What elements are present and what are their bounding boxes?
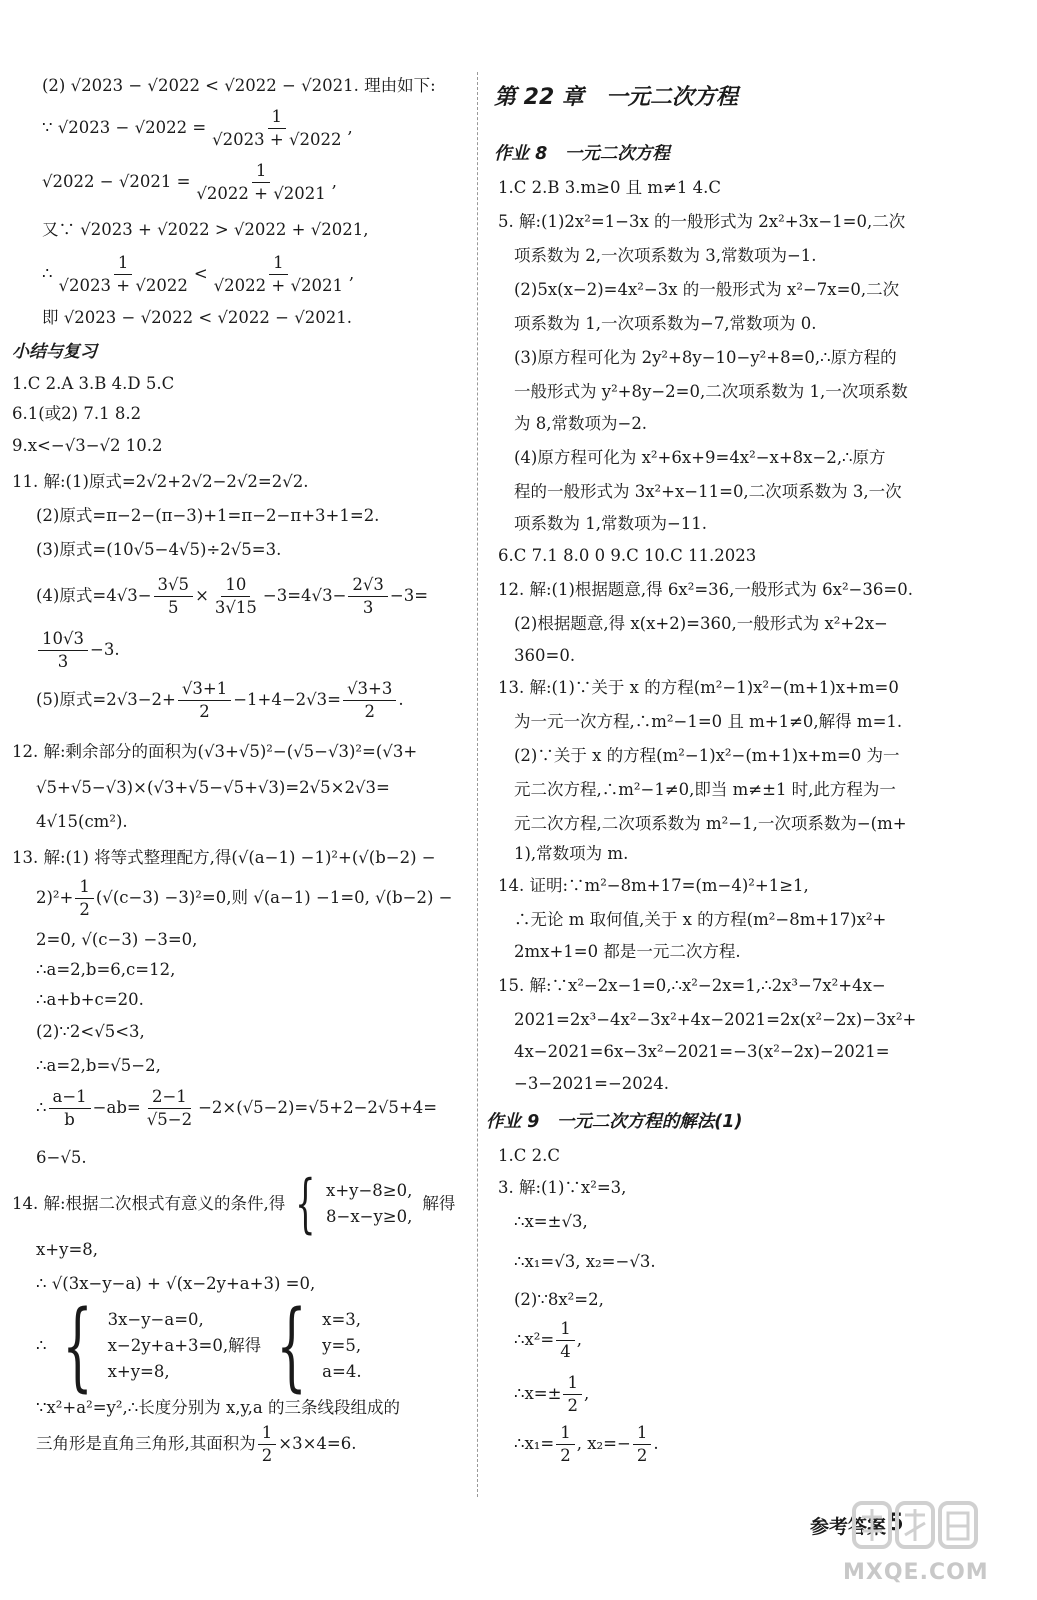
- answer-line: 360=0.: [514, 646, 576, 665]
- answer-line: 项系数为 1,一次项系数为−7,常数项为 0.: [514, 314, 817, 333]
- answer-line: 13. 解:(1)∵关于 x 的方程(m²−1)x²−(m+1)x+m=0: [498, 678, 899, 697]
- denominator: 3: [362, 597, 374, 617]
- watermark-text: MXQE.COM: [843, 1560, 989, 1585]
- page-number: 5: [887, 1508, 904, 1536]
- text-segment: −ab=: [92, 1098, 141, 1117]
- denominator: 4: [560, 1341, 571, 1361]
- left-brace: {: [276, 1290, 307, 1402]
- equation-line: [36, 1086, 437, 1130]
- numerator: 1: [269, 252, 288, 275]
- answer-line: (3)原式=(10√5−4√5)÷2√5=3.: [36, 540, 282, 559]
- numerator: 10√3: [38, 628, 88, 651]
- denominator: √5−2: [146, 1109, 193, 1129]
- equation-line: [36, 628, 120, 672]
- equation-line: [514, 1422, 659, 1466]
- answer-line: ∴a=2,b=6,c=12,: [36, 960, 176, 979]
- system-row: a=4.: [322, 1362, 362, 1381]
- section-heading: 作业 8 一元二次方程: [494, 144, 670, 164]
- text-segment: −3=4√3−: [262, 586, 347, 605]
- fraction: [208, 106, 345, 151]
- text-segment: ∴: [42, 264, 53, 283]
- numerator: 1: [633, 1422, 652, 1445]
- answer-line: 12. 解:(1)根据题意,得 6x²=36,一般形式为 6x²−36=0.: [498, 580, 913, 599]
- column-divider: [477, 72, 478, 1497]
- text-segment: 14. 解:根据二次根式有意义的条件,得: [12, 1194, 286, 1213]
- answer-line: 13. 解:(1) 将等式整理配方,得(√(a−1) −1)²+(√(b−2) −: [12, 848, 436, 867]
- text-segment: ∵ √2023 − √2022 =: [42, 118, 207, 137]
- equation-line: [514, 1318, 582, 1362]
- text-segment: −1+4−2√3=: [233, 690, 342, 709]
- fraction: [192, 160, 329, 205]
- answer-line: 1.C 2.C: [498, 1146, 560, 1165]
- fraction: [633, 1422, 652, 1467]
- fraction: [143, 1086, 196, 1131]
- text-segment: , x₂=−: [576, 1434, 631, 1453]
- numerator: 1: [75, 876, 94, 899]
- fraction: [55, 252, 192, 297]
- text-segment: −2×(√5−2)=√5+2−2√5+4=: [198, 1098, 438, 1117]
- chapter-title: 第 22 章 一元二次方程: [494, 85, 738, 110]
- answer-line: (3)原方程可化为 2y²+8y−10−y²+8=0,∴原方程的: [514, 348, 897, 367]
- numerator: √3+1: [178, 678, 231, 701]
- text-segment: (√(c−3) −3)²=0,则 √(a−1) −1=0, √(b−2) −: [95, 888, 453, 907]
- numerator: 1: [268, 106, 287, 129]
- numerator: 2√3: [348, 574, 388, 597]
- text-segment: ∴x₁=: [514, 1434, 555, 1453]
- text-segment: ∴: [36, 1336, 47, 1355]
- text-segment: 解得: [228, 1336, 262, 1355]
- answer-line: 6−√5.: [36, 1148, 87, 1167]
- denominator: 2: [560, 1445, 571, 1465]
- text-segment: (5)原式=2√3−2+: [36, 690, 176, 709]
- denominator: 2: [636, 1445, 648, 1465]
- fraction: [49, 1086, 91, 1131]
- text-segment: 2)²+: [36, 888, 74, 907]
- text-segment: .: [398, 690, 404, 709]
- answer-line: ∴x=±√3,: [514, 1212, 588, 1231]
- fraction: [75, 876, 94, 921]
- answer-line: (2)5x(x−2)=4x²−3x 的一般形式为 x²−7x=0,二次: [514, 280, 900, 299]
- text-segment: ∴x²=: [514, 1330, 555, 1349]
- text-segment: √2022 − √2021 =: [42, 172, 191, 191]
- denominator: 2: [79, 899, 90, 919]
- answer-line: ∴ √(3x−y−a) + √(x−2y+a+3) =0,: [36, 1274, 316, 1293]
- answer-line: (2)根据题意,得 x(x+2)=360,一般形式为 x²+2x−: [514, 614, 888, 633]
- text-segment: 解得: [422, 1194, 456, 1213]
- answer-line: x+y=8,: [36, 1240, 99, 1259]
- footer-label: 参考答案: [810, 1516, 887, 1538]
- system-row: x+y=8,: [107, 1362, 170, 1381]
- answer-line: ∴a+b+c=20.: [36, 990, 144, 1009]
- fraction: [38, 628, 88, 673]
- watermark-logo-icon: [850, 1495, 980, 1555]
- text-segment: (4)原式=4√3−: [36, 586, 152, 605]
- equation-line: [42, 160, 337, 204]
- answer-line: 12. 解:剩余部分的面积为(√3+√5)²−(√5−√3)²=(√3+: [12, 742, 418, 761]
- system-row: y=5,: [322, 1336, 362, 1355]
- answer-line: −3−2021=−2024.: [514, 1074, 670, 1093]
- equation-line: [36, 678, 404, 722]
- system-row: x+y−8≥0,: [326, 1181, 413, 1200]
- numerator: 3√5: [154, 574, 194, 597]
- section-heading: 小结与复习: [12, 342, 97, 362]
- text-line: 即 √2023 − √2022 < √2022 − √2021.: [42, 308, 352, 327]
- numerator: a−1: [49, 1086, 91, 1109]
- answer-line: ∴无论 m 取何值,关于 x 的方程(m²−8m+17)x²+: [514, 910, 887, 929]
- denominator: 2: [199, 701, 210, 721]
- answer-line: 9.x<−√3−√2 10.2: [12, 436, 163, 455]
- text-segment: <: [193, 264, 208, 283]
- answer-line: (2)∵关于 x 的方程(m²−1)x²−(m+1)x+m=0 为一: [514, 746, 900, 765]
- fraction: [154, 574, 194, 619]
- answer-line: ∴x₁=√3, x₂=−√3.: [514, 1252, 656, 1271]
- denominator: 2: [364, 701, 375, 721]
- answer-line: 4x−2021=6x−3x²−2021=−3(x²−2x)−2021=: [514, 1042, 890, 1061]
- answer-line: 2021=2x³−4x²−3x²+4x−2021=2x(x²−2x)−3x²+: [514, 1010, 917, 1029]
- denominator: 3: [57, 651, 69, 671]
- answer-line: ∴a=2,b=√5−2,: [36, 1056, 161, 1075]
- denominator: √2023 + √2022: [58, 275, 188, 295]
- text-line: 又∵ √2023 + √2022 > √2022 + √2021,: [42, 220, 369, 239]
- answer-line: 项系数为 1,常数项为−11.: [514, 514, 708, 533]
- text-line: (2) √2023 − √2022 < √2022 − √2021. 理由如下:: [42, 76, 436, 95]
- fraction: [556, 1318, 575, 1363]
- text-segment: −3=: [389, 586, 429, 605]
- text-segment: .: [653, 1434, 659, 1453]
- denominator: 2: [261, 1445, 273, 1465]
- text-segment: ,: [331, 172, 337, 191]
- answer-line: 2mx+1=0 都是一元二次方程.: [514, 942, 741, 961]
- left-brace: {: [295, 1167, 316, 1241]
- system-row: x−2y+a+3=0,: [107, 1336, 229, 1355]
- fraction: [563, 1372, 582, 1417]
- denominator: √2022 + √2021: [213, 275, 343, 295]
- text-segment: ,: [347, 118, 353, 137]
- fraction: [343, 678, 396, 723]
- equation-line: [514, 1372, 589, 1416]
- fraction: [178, 678, 231, 723]
- fraction: [210, 252, 347, 297]
- denominator: √2023 + √2022: [212, 129, 342, 149]
- answer-line: 6.C 7.1 8.0 0 9.C 10.C 11.2023: [498, 546, 757, 565]
- answer-line: 2=0, √(c−3) −3=0,: [36, 930, 198, 949]
- numerator: √3+3: [343, 678, 396, 701]
- numerator: 1: [556, 1422, 575, 1445]
- answer-line: 一般形式为 y²+8y−2=0,二次项系数为 1,一次项系数: [514, 382, 908, 401]
- section-heading: 作业 9 一元二次方程的解法(1): [486, 1112, 743, 1132]
- numerator: 1: [114, 252, 133, 275]
- answer-line: (2)∵2<√5<3,: [36, 1022, 145, 1041]
- numerator: 2−1: [148, 1086, 191, 1109]
- numerator: 10: [221, 574, 250, 597]
- answer-line: 11. 解:(1)原式=2√2+2√2−2√2=2√2.: [12, 472, 309, 491]
- equation-line: [42, 106, 353, 150]
- equation-line: [36, 1422, 356, 1466]
- text-segment: ×3×4=6.: [278, 1434, 357, 1453]
- text-segment: ∴: [36, 1098, 47, 1117]
- fraction: [348, 574, 388, 619]
- denominator: 3√15: [214, 597, 257, 617]
- text-segment: ∴x=±: [514, 1384, 562, 1403]
- answer-line: 4√15(cm²).: [36, 812, 128, 831]
- answer-line: (2)∵8x²=2,: [514, 1290, 604, 1309]
- equation-line: [36, 1290, 362, 1402]
- numerator: 1: [252, 160, 271, 183]
- numerator: 1: [258, 1422, 277, 1445]
- answer-line: (4)原方程可化为 x²+6x+9=4x²−x+8x−2,∴原方: [514, 448, 886, 467]
- equation-line: [42, 252, 354, 296]
- system-row: 3x−y−a=0,: [107, 1310, 204, 1329]
- answer-line: 项系数为 2,一次项系数为 3,常数项为−1.: [514, 246, 817, 265]
- text-segment: ,: [576, 1330, 582, 1349]
- answer-line: 15. 解:∵x²−2x−1=0,∴x²−2x=1,∴2x³−7x²+4x−: [498, 976, 886, 995]
- answer-line: 程的一般形式为 3x²+x−11=0,二次项系数为 3,一次: [514, 482, 902, 501]
- denominator: 2: [567, 1395, 578, 1415]
- equation-system: [108, 1307, 229, 1385]
- equation-line: [36, 876, 452, 920]
- answer-line: 为一元一次方程,∴m²−1=0 且 m+1≠0,解得 m=1.: [514, 712, 903, 731]
- fraction: [258, 1422, 277, 1467]
- system-row: x=3,: [322, 1310, 362, 1329]
- answer-line: 元二次方程,∴m²−1≠0,即当 m≠±1 时,此方程为一: [514, 780, 896, 799]
- denominator: b: [64, 1109, 75, 1129]
- fraction: [556, 1422, 575, 1467]
- left-brace: {: [61, 1290, 93, 1402]
- text-segment: ,: [348, 264, 355, 283]
- solution-system: [322, 1307, 361, 1385]
- answer-line: 1),常数项为 m.: [514, 844, 629, 863]
- denominator: √2022 + √2021: [196, 183, 326, 203]
- numerator: 1: [563, 1372, 582, 1395]
- answer-line: 6.1(或2) 7.1 8.2: [12, 404, 142, 423]
- answer-line: 5. 解:(1)2x²=1−3x 的一般形式为 2x²+3x−1=0,二次: [498, 212, 906, 231]
- denominator: 5: [168, 597, 179, 617]
- text-segment: ×: [195, 586, 209, 605]
- inequality-system: [326, 1178, 412, 1230]
- numerator: 1: [556, 1318, 575, 1341]
- answer-line: (2)原式=π−2−(π−3)+1=π−2−π+3+1=2.: [36, 506, 380, 525]
- text-segment: ,: [583, 1384, 590, 1403]
- answer-line: √5+√5−√3)×(√3+√5−√5+√3)=2√5×2√3=: [36, 778, 390, 797]
- answer-line: 3. 解:(1)∵x²=3,: [498, 1178, 627, 1197]
- equation-line: [12, 1167, 456, 1241]
- answer-line: ∵x²+a²=y²,∴长度分别为 x,y,a 的三条线段组成的: [36, 1398, 400, 1417]
- answer-line: 元二次方程,二次项系数为 m²−1,一次项系数为−(m+: [514, 814, 907, 833]
- equation-line: [36, 574, 428, 618]
- answer-line: 1.C 2.A 3.B 4.D 5.C: [12, 374, 175, 393]
- text-segment: −3.: [90, 640, 120, 659]
- answer-line: 1.C 2.B 3.m≥0 且 m≠1 4.C: [498, 178, 722, 197]
- fraction: [211, 574, 261, 619]
- system-row: 8−x−y≥0,: [326, 1207, 413, 1226]
- answer-line: 14. 证明:∵m²−8m+17=(m−4)²+1≥1,: [498, 876, 809, 895]
- text-segment: 三角形是直角三角形,其面积为: [36, 1434, 256, 1453]
- answer-line: 为 8,常数项为−2.: [514, 414, 648, 433]
